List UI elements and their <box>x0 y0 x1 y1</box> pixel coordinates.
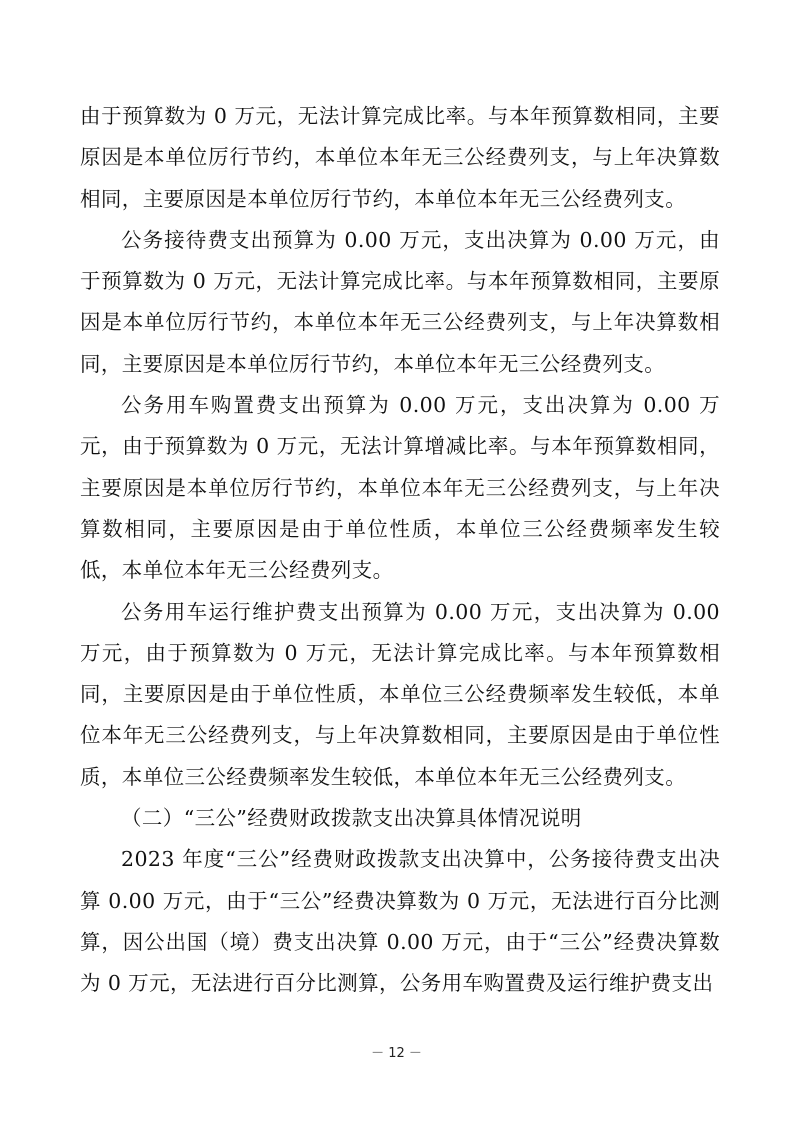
section-heading: （二）“三公”经费财政拨款支出决算具体情况说明 <box>121 806 582 831</box>
paragraph-1: 由于预算数为 0 万元，无法计算完成比率。与本年预算数相同，主要原因是本单位厉行节约，本单位本年无三公经费列支，与上年决算数相同，主要原因是本单位厉行节约，本单位本年无三公经费列支。 <box>80 104 720 211</box>
paragraph-5: 2023 年度“三公”经费财政拨款支出决算中，公务接待费支出决算 0.00 万元，由于“三公”经费决算数为 0 万元，无法进行百分比测算，因公出国（境）费支出决算 0.00 万元，由于“三公”经费决算数为 0 万元，无法进行百分比测算，公务用车购置费及运行维护费支出 <box>80 847 720 996</box>
page-number: － 12 － <box>371 1046 422 1061</box>
document-body <box>80 96 720 1005</box>
paragraph-3: 公务用车购置费支出预算为 0.00 万元，支出决算为 0.00 万元，由于预算数为 0 万元，无法计算增减比率。与本年预算数相同，主要原因是本单位厉行节约，本单位本年无三公经费列支，与上年决算数相同，主要原因是由于单位性质，本单位三公经费频率发生较低，本单位本年无三公经费列支。 <box>80 393 720 583</box>
paragraph-4: 公务用车运行维护费支出预算为 0.00 万元，支出决算为 0.00 万元，由于预算数为 0 万元，无法计算完成比率。与本年预算数相同，主要原因是由于单位性质，本单位三公经费频率发生较低，本单位本年无三公经费列支，与上年决算数相同，主要原因是由于单位性质，本单位三公经费频率发生较低，本单位本年无三公经费列支。 <box>80 599 720 789</box>
paragraph-2: 公务接待费支出预算为 0.00 万元，支出决算为 0.00 万元，由于预算数为 0 万元，无法计算完成比率。与本年预算数相同，主要原因是本单位厉行节约，本单位本年无三公经费列支，与上年决算数相同，主要原因是本单位厉行节约，本单位本年无三公经费列支。 <box>80 227 720 376</box>
